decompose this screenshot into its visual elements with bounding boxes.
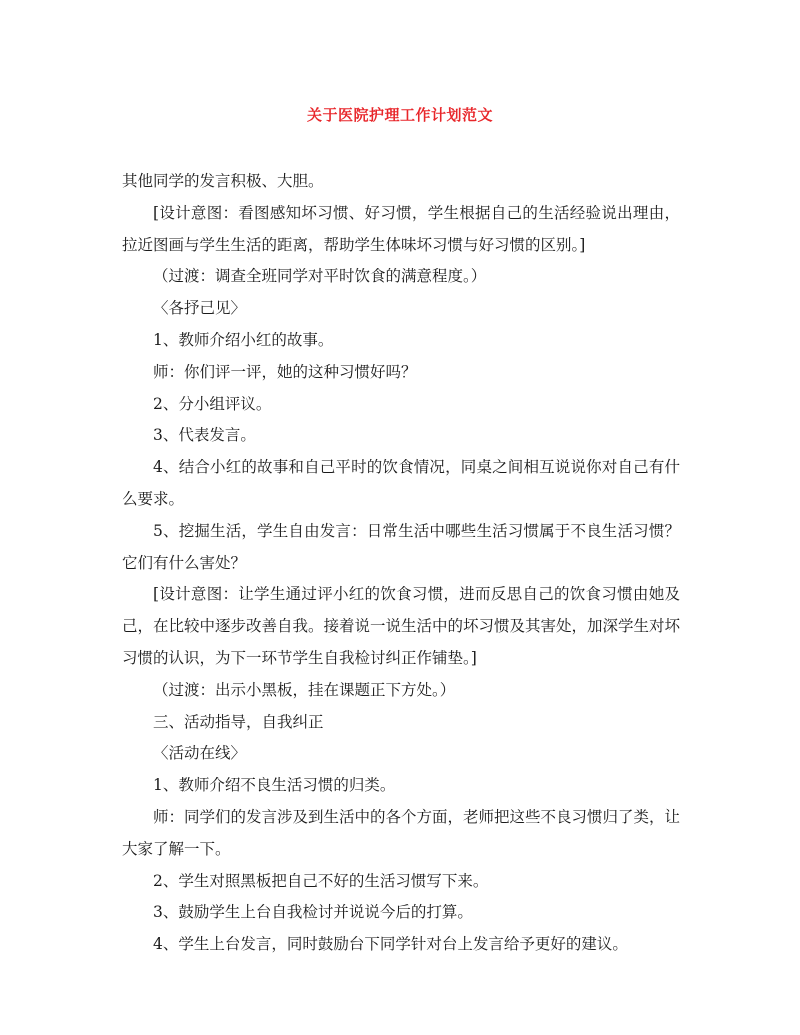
document-title: 关于医院护理工作计划范文 <box>306 106 493 124</box>
paragraph: 2、分小组评议。 <box>153 394 272 413</box>
paragraph: 三、活动指导，自我纠正 <box>153 712 324 731</box>
paragraph: （过渡：调查全班同学对平时饮食的满意程度。） <box>153 267 487 286</box>
paragraph: 师：你们评一评，她的这种习惯好吗？ <box>153 362 417 381</box>
paragraph: 5、挖掘生活，学生自由发言：日常生活中哪些生活习惯属于不良生活习惯？它们有什么害处？ <box>122 521 680 572</box>
document-body <box>122 166 680 961</box>
paragraph: 师：同学们的发言涉及到生活中的各个方面，老师把这些不良习惯归了类，让大家了解一下。 <box>122 807 681 858</box>
paragraph: 4、结合小红的故事和自己平时的饮食情况，同桌之间相互说说你对自己有什么要求。 <box>122 458 680 508</box>
paragraph: [设计意图：让学生通过评小红的饮食习惯，进而反思自己的饮食习惯由她及己，在比较中逐步改善自我。接着说一说生活中的坏习惯及其害处，加深学生对坏习惯的认识，为下一环节学生自我检讨纠正作铺垫。] <box>122 585 681 667</box>
paragraph: 〈活动在线〉 <box>153 744 247 763</box>
paragraph: 4、学生上台发言，同时鼓励台下同学针对台上发言给予更好的建议。 <box>153 935 628 954</box>
paragraph: 1、教师介绍小红的故事。 <box>153 330 334 349</box>
paragraph: 2、学生对照黑板把自己不好的生活习惯写下来。 <box>153 871 489 890</box>
paragraph: 3、鼓励学生上台自我检讨并说说今后的打算。 <box>153 903 473 922</box>
paragraph: 1、教师介绍不良生活习惯的归类。 <box>153 776 396 795</box>
paragraph: [设计意图：看图感知坏习惯、好习惯，学生根据自己的生活经验说出理由，拉近图画与学生生活的距离，帮助学生体味坏习惯与好习惯的区别。] <box>122 203 680 254</box>
paragraph: 其他同学的发言积极、大胆。 <box>122 172 324 190</box>
paragraph: 〈各抒己见〉 <box>153 299 247 318</box>
paragraph: （过渡：出示小黑板，挂在课题正下方处。） <box>153 680 456 699</box>
paragraph: 3、代表发言。 <box>153 426 256 445</box>
